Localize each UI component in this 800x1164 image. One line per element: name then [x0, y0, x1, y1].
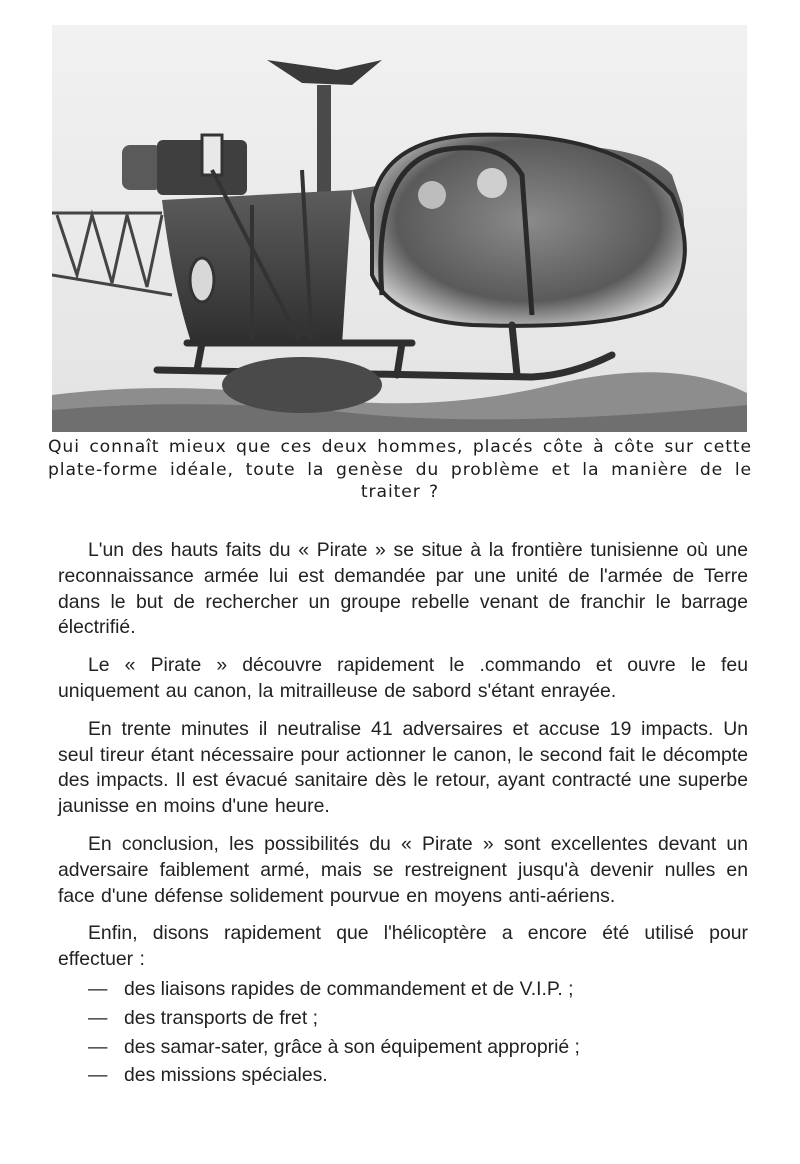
- dash-bullet-icon: —: [88, 1006, 108, 1029]
- list-item-text: des missions spéciales.: [124, 1064, 328, 1087]
- dash-bullet-icon: —: [88, 1064, 108, 1087]
- paragraph-commando: Le « Pirate » découvre rapidement le .commando et ouvre le feu uniquement au canon, la mitrailleuse de sabord s'étant enrayée.: [58, 654, 748, 702]
- roundel: [190, 258, 214, 302]
- crew-member-2: [477, 168, 507, 198]
- list-item: [58, 1035, 748, 1064]
- dash-bullet-icon: —: [88, 1035, 108, 1058]
- uses-list: [58, 977, 748, 1092]
- photo-caption: Qui connaît mieux que ces deux hommes, placés côte à côte sur cette plate-forme idéale, toute la genèse du problème et la manière de le traiter ?: [48, 437, 752, 502]
- list-item-text: des liaisons rapides de commandement et de V.I.P. ;: [124, 977, 574, 1000]
- paragraph-enfin: Enfin, disons rapidement que l'hélicoptère a encore été utilisé pour effectuer :: [58, 922, 748, 971]
- engine-intake: [202, 135, 222, 175]
- list-item-text: des transports de fret ;: [124, 1006, 319, 1029]
- paragraph-frontiere: L'un des hauts faits du « Pirate » se situe à la frontière tunisienne où une reconnaissance armée lui est demandée par une unité de l'armée de Terre dans le but de rechercher un groupe rebelle venant de franchir le barrage électrifié.: [58, 539, 748, 639]
- list-item: [58, 977, 748, 1006]
- list-item: [58, 1006, 748, 1035]
- engine-exhaust: [122, 145, 162, 190]
- dash-bullet-icon: —: [88, 977, 108, 1000]
- paragraph-conclusion: En conclusion, les possibilités du « Pirate » sont excellentes devant un adversaire faiblement armé, mais se restreignent jusqu'à devenir nulles en face d'une défense solidement pourvue en moyens anti-aériens.: [58, 832, 748, 907]
- article-body: [58, 538, 748, 1092]
- crew-member-1: [418, 181, 446, 209]
- helicopter-illustration: [52, 25, 747, 432]
- list-item: [58, 1063, 748, 1092]
- rotor-mast: [317, 85, 331, 195]
- helicopter-photo: [52, 25, 747, 432]
- underslung-pod: [222, 357, 382, 413]
- paragraph-impacts: En trente minutes il neutralise 41 adversaires et accuse 19 impacts. Un seul tireur étant nécessaire pour actionner le canon, le second fait le décompte des impacts. Il est évacué sanitaire dès le retour, ayant contracté une superbe jaunisse en moins d'une heure.: [58, 717, 748, 818]
- list-item-text: des samar-sater, grâce à son équipement approprié ;: [124, 1035, 580, 1058]
